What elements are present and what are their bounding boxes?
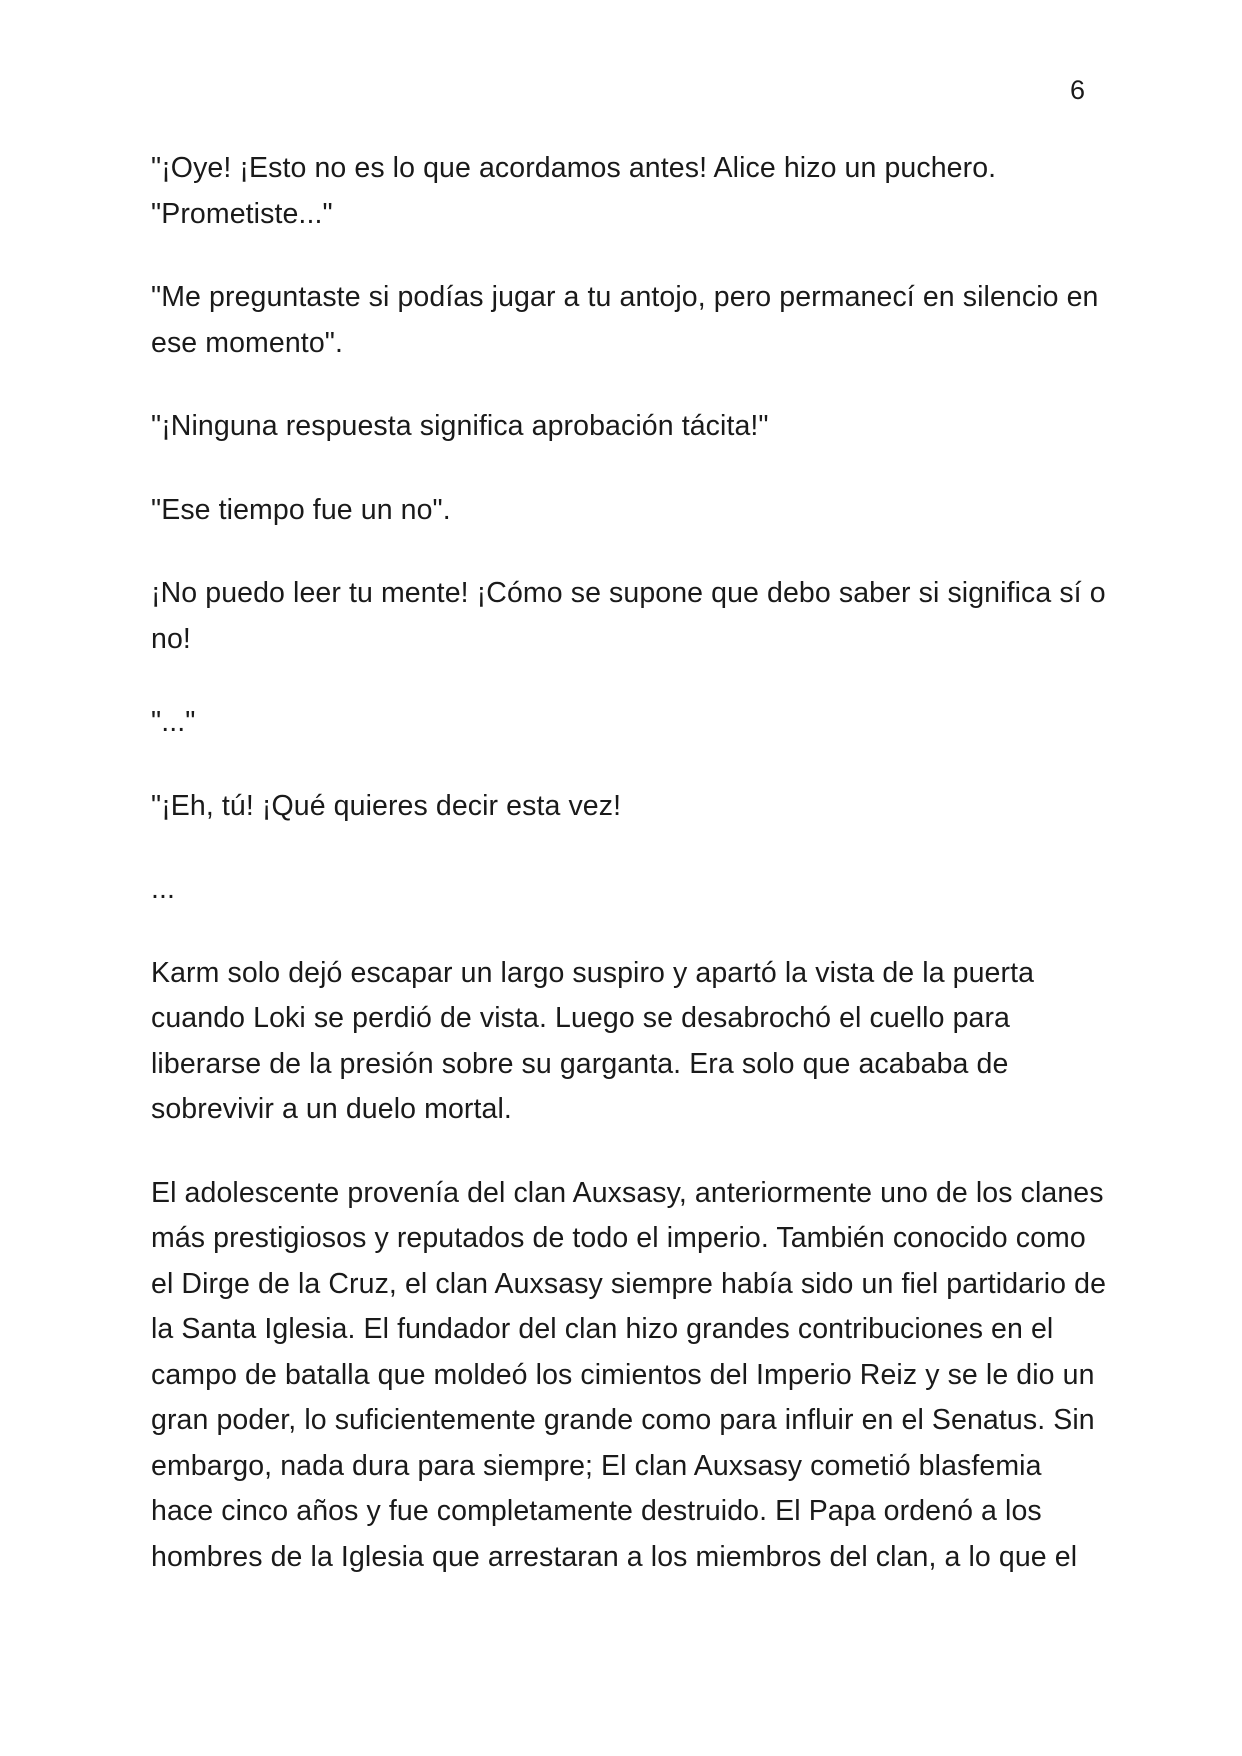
paragraph-1: "¡Oye! ¡Esto no es lo que acordamos antes! Alice hizo un puchero. "Prometiste..."	[151, 152, 997, 230]
page-number: 6	[1070, 75, 1086, 105]
paragraph-7: "¡Eh, tú! ¡Qué quieres decir esta vez!	[151, 789, 622, 822]
paragraph-9: Karm solo dejó escapar un largo suspiro y apartó la vista de la puerta cuando Loki se perdió de vista. Luego se desabrochó el cuello para liberarse de la presión sobre su garganta. Era solo que acababa de sobrevivir a un duelo mortal.	[151, 956, 1035, 1125]
paragraph-2: "Me preguntaste si podías jugar a tu antojo, pero permanecí en silencio en ese momento".	[151, 281, 1099, 359]
paragraph-5: ¡No puedo leer tu mente! ¡Cómo se supone que debo saber si significa sí o no!	[151, 577, 1106, 655]
paragraph-10: El adolescente provenía del clan Auxsasy, anteriormente uno de los clanes más prestigiosos y reputados de todo el imperio. También conocido como el Dirge de la Cruz, el clan Auxsasy siempre había sido un fiel partidario de la Santa Iglesia. El fundador del clan hizo grandes contribuciones en el campo de batalla que moldeó los cimientos del Imperio Reiz y se le dio un gran poder, lo suficientemente grande como para influir en el Senatus. Sin embargo, nada dura para siempre; El clan Auxsasy cometió blasfemia hace cinco años y fue completamente destruido. El Papa ordenó a los hombres de la Iglesia que arrestaran a los miembros del clan, a lo que el	[151, 1176, 1107, 1573]
paragraph-3: "¡Ninguna respuesta significa aprobación tácita!"	[151, 410, 769, 442]
paragraph-4: "Ese tiempo fue un no".	[151, 493, 451, 526]
document-body	[151, 146, 1111, 1618]
paragraph-6: "..."	[151, 706, 196, 738]
paragraph-8: ...	[151, 873, 176, 905]
